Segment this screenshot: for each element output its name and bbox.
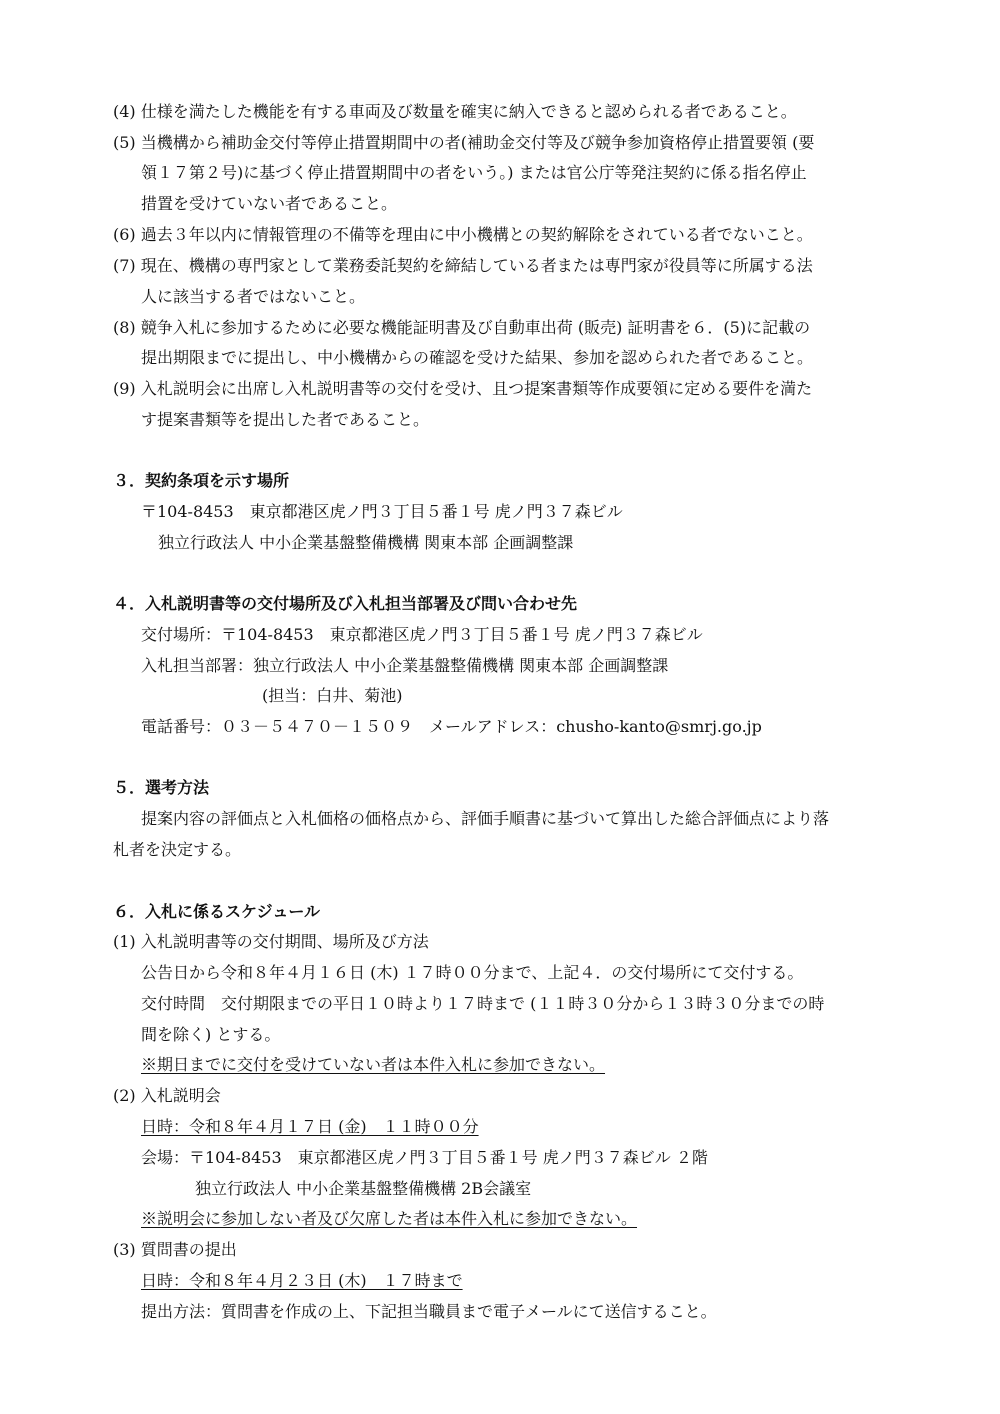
req-item-7: (7) 現在、機構の専門家として業務委託契約を締結している者または専門家が役員等に所属する法 xyxy=(113,256,813,275)
section-4-heading: ４．入札説明書等の交付場所及び入札担当部署及び問い合わせ先 xyxy=(113,594,578,613)
req-item-8: (8) 競争入札に参加するために必要な機能証明書及び自動車出荷 (販売) 証明書を６．(5)に記載の xyxy=(113,318,811,337)
req-item-5-cont: 領１７第２号)に基づく停止措置期間中の者をいう。) または官公庁等発注契約に係る指名停止 xyxy=(141,163,807,182)
contract-org: 独立行政法人 中小企業基盤整備機構 関東本部 企画調整課 xyxy=(158,533,574,552)
req-item-5: (5) 当機構から補助金交付等停止措置期間中の者(補助金交付等及び競争参加資格停止措置要領 (要 xyxy=(113,133,815,152)
briefing-datetime: 日時：令和８年４月１７日 (金) １１時００分 xyxy=(141,1117,479,1136)
selection-method-line-1: 提案内容の評価点と入札価格の価格点から、評価手順書に基づいて算出した総合評価点により落 xyxy=(141,809,830,828)
question-deadline: 日時：令和８年４月２３日 (木) １７時まで xyxy=(141,1271,463,1290)
section-6-heading: ６．入札に係るスケジュール xyxy=(113,902,321,921)
req-item-7-cont: 人に該当する者ではないこと。 xyxy=(141,287,366,306)
question-method: 提出方法：質問書を作成の上、下記担当職員まで電子メールにて送信すること。 xyxy=(141,1302,717,1321)
staff-names: (担当：白井、菊池) xyxy=(262,686,403,705)
req-item-5-cont: 措置を受けていない者であること。 xyxy=(141,194,398,213)
schedule-1-line-1: 公告日から令和８年４月１６日 (木) １７時００分まで、上記４．の交付場所にて交付する。 xyxy=(141,963,804,982)
schedule-1-title: (1) 入札説明書等の交付期間、場所及び方法 xyxy=(113,932,429,951)
briefing-note: ※説明会に参加しない者及び欠席した者は本件入札に参加できない。 xyxy=(141,1209,638,1228)
req-item-6: (6) 過去３年以内に情報管理の不備等を理由に中小機構との契約解除をされている者でないこと。 xyxy=(113,225,813,244)
contract-address: 〒104-8453 東京都港区虎ノ門３丁目５番１号 虎ノ門３７森ビル xyxy=(141,502,623,521)
briefing-room: 独立行政法人 中小企業基盤整備機構 2B会議室 xyxy=(195,1179,532,1198)
schedule-2-title: (2) 入札説明会 xyxy=(113,1086,221,1105)
bid-department: 入札担当部署：独立行政法人 中小企業基盤整備機構 関東本部 企画調整課 xyxy=(141,656,669,675)
req-item-9-cont: す提案書類等を提出した者であること。 xyxy=(141,410,430,429)
section-3-heading: ３．契約条項を示す場所 xyxy=(113,471,290,490)
schedule-1-line-3: 間を除く) とする。 xyxy=(141,1025,281,1044)
selection-method-line-2: 札者を決定する。 xyxy=(113,840,242,859)
section-5-heading: ５．選考方法 xyxy=(113,778,210,797)
contact-info: 電話番号：０３－５４７０－１５０９ メールアドレス：chusho-kanto@smrj.go.jp xyxy=(141,717,762,736)
schedule-3-title: (3) 質問書の提出 xyxy=(113,1240,237,1259)
req-item-8-cont: 提出期限までに提出し、中小機構からの確認を受けた結果、参加を認められた者であること。 xyxy=(141,348,814,367)
briefing-venue: 会場：〒104-8453 東京都港区虎ノ門３丁目５番１号 虎ノ門３７森ビル ２階 xyxy=(141,1148,708,1167)
issue-place: 交付場所：〒104-8453 東京都港区虎ノ門３丁目５番１号 虎ノ門３７森ビル xyxy=(141,625,703,644)
req-item-4: (4) 仕様を満たした機能を有する車両及び数量を確実に納入できると認められる者であること。 xyxy=(113,102,797,121)
schedule-1-line-2: 交付時間 交付期限までの平日１０時より１７時まで (１１時３０分から１３時３０分までの時 xyxy=(141,994,825,1013)
schedule-1-note: ※期日までに交付を受けていない者は本件入札に参加できない。 xyxy=(141,1055,606,1074)
req-item-9: (9) 入札説明会に出席し入札説明書等の交付を受け、且つ提案書類等作成要領に定める要件を満た xyxy=(113,379,813,398)
